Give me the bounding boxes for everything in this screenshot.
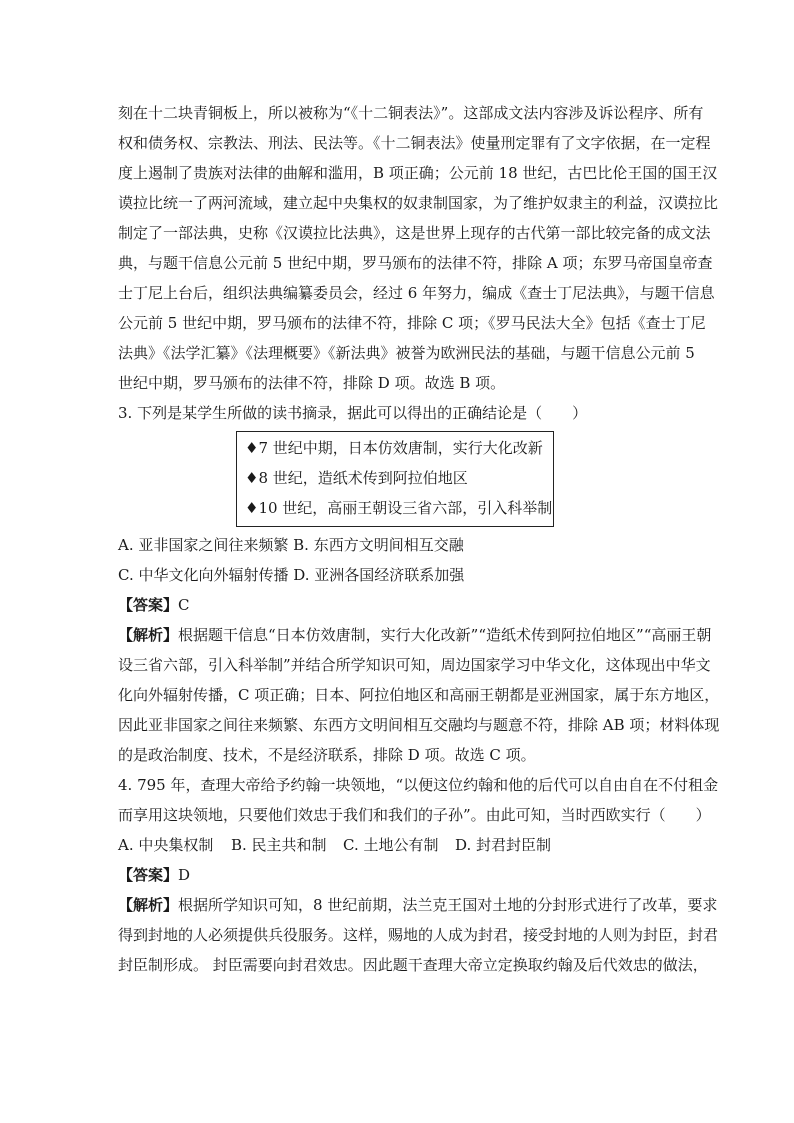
analysis-line: 设三省六部，引入科举制”并结合所学知识可知，周边国家学习中华文化，这体现出中华文 (118, 656, 711, 674)
text-line: 世纪中期，罗马颁布的法律不符，排除 D 项。故选 B 项。 (118, 374, 506, 392)
answer-tag: 【答案】 (118, 596, 179, 614)
option-a: A. 中央集权制 (118, 836, 214, 854)
answer-line (118, 590, 678, 620)
question-4 (118, 770, 719, 980)
text-line: 制定了一部法典，史称《汉谟拉比法典》，这是世界上现存的古代第一部比较完备的成文法 (118, 224, 711, 242)
analysis-tag: 【解析】 (118, 896, 179, 914)
question-stem: 3. 下列是某学生所做的读书摘录，据此可以得出的正确结论是（ ） (118, 404, 588, 422)
question-3 (118, 398, 720, 770)
analysis-text: 根据题干信息“日本仿效唐制，实行大化改新”“造纸术传到阿拉伯地区”“高丽王朝 (178, 626, 712, 644)
answer-tag: 【答案】 (118, 866, 179, 884)
analysis-line: 得到封地的人必须提供兵役服务。这样，赐地的人成为封君，接受封地的人则为封臣，封君 (118, 926, 719, 944)
analysis-line (118, 890, 718, 920)
analysis-line: 的是政治制度、技术，不是经济联系，排除 D 项。故选 C 项。 (118, 746, 536, 764)
text-line: 刻在十二块青铜板上，所以被称为“《十二铜表法》”。这部成文法内容涉及诉讼程序、所有 (118, 104, 704, 122)
answer-value: D (178, 866, 191, 884)
analysis-line: 因此亚非国家之间往来频繁、东西方文明间相互交融均与题意不符，排除 AB 项；材料体现 (118, 716, 720, 734)
note-item: ♦10 世纪，高丽王朝设三省六部，引入科举制 (245, 499, 553, 517)
reading-notes-box (236, 431, 554, 527)
analysis-tag: 【解析】 (118, 626, 179, 644)
options-row: A. 亚非国家之间往来频繁 B. 东西方文明间相互交融 (118, 536, 464, 554)
note-item: ♦8 世纪，造纸术传到阿拉伯地区 (245, 469, 468, 487)
text-line: 谟拉比统一了两河流域，建立起中央集权的奴隶制国家，为了维护奴隶主的利益，汉谟拉比 (118, 194, 719, 212)
option-c: C. 土地公有制 (343, 836, 439, 854)
answer-value: C (178, 596, 190, 614)
note-item: ♦7 世纪中期，日本仿效唐制，实行大化改新 (245, 439, 543, 457)
analysis-line: 化向外辐射传播，C 项正确；日本、阿拉伯地区和高丽王朝都是亚洲国家，属于东方地区， (118, 686, 720, 704)
text-line: 法典》《法学汇纂》《法理概要》《新法典》被誉为欧洲民法的基础，与题干信息公元前 5 (118, 344, 695, 362)
analysis-line (118, 620, 712, 650)
text-line: 士丁尼上台后，组织法典编纂委员会，经过 6 年努力，编成《查士丁尼法典》，与题干信息 (118, 284, 715, 302)
analysis-text: 根据所学知识可知，8 世纪前期，法兰克王国对土地的分封形式进行了改革，要求 (178, 896, 718, 914)
text-line: 典，与题干信息公元前 5 世纪中期，罗马颁布的法律不符，排除 A 项；东罗马帝国皇帝查 (118, 254, 713, 272)
analysis-line: 封臣制形成。 封臣需要向封君效忠。因此题干查理大帝立定换取约翰及后代效忠的做法， (118, 956, 708, 974)
question-stem: 而享用这块领地，只要他们效忠于我们和我们的子孙”。由此可知，当时西欧实行（ ） (118, 806, 711, 824)
question-stem: 4. 795 年，查理大帝给予约翰一块领地，“以便这位约翰和他的后代可以自由自在不付租金 (118, 776, 719, 794)
paragraph-q2-analysis (118, 98, 719, 398)
options-row (118, 830, 678, 860)
document-page (118, 98, 720, 980)
option-b: B. 民主共和制 (231, 836, 327, 854)
text-line: 度上遏制了贵族对法律的曲解和滥用，B 项正确；公元前 18 世纪，古巴比伦王国的国王汉 (118, 164, 718, 182)
option-d: D. 封君封臣制 (455, 836, 552, 854)
options-row: C. 中华文化向外辐射传播 D. 亚洲各国经济联系加强 (118, 566, 465, 584)
text-line: 权和债务权、宗教法、刑法、民法等。《十二铜表法》使量刑定罪有了文字依据，在一定程 (118, 134, 711, 152)
answer-line (118, 860, 678, 890)
text-line: 公元前 5 世纪中期，罗马颁布的法律不符，排除 C 项；《罗马民法大全》包括《查士丁尼 (118, 314, 706, 332)
